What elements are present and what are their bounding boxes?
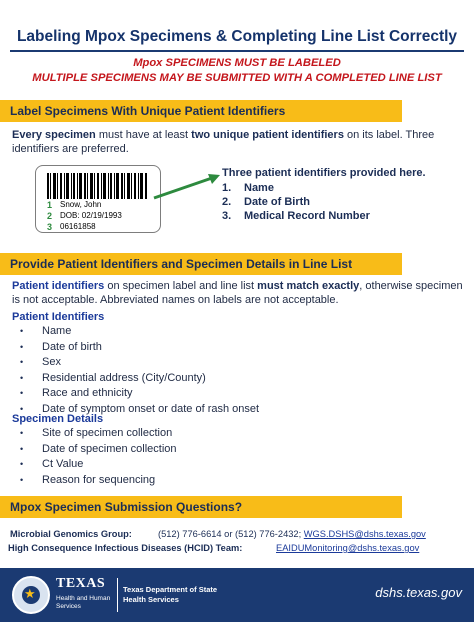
footer-website-link[interactable]: dshs.texas.gov — [375, 585, 462, 600]
list-text: Name — [244, 182, 274, 194]
hhs-logo-subtext: Health and Human — [56, 595, 111, 602]
hcid-contact-value — [276, 543, 419, 553]
patient-identifiers-list — [20, 324, 259, 417]
list-item — [222, 209, 370, 223]
match-requirement-paragraph — [12, 279, 464, 307]
footer-bar — [0, 568, 474, 622]
list-text: Date of Birth — [244, 196, 310, 208]
paragraph-text: , otherwise specimen is not acceptable. Abbreviated names on labels are not acceptable. — [12, 280, 463, 306]
list-text: Date of birth — [42, 340, 102, 353]
specimen-details-heading: Specimen Details — [12, 413, 104, 425]
paragraph-text: on its label. Three identifiers are preferred. — [12, 129, 435, 155]
label-line-dob — [47, 211, 122, 221]
hcid-contact-label: High Consequence Infectious Diseases (HCID) Team: — [8, 543, 243, 553]
logo-divider — [117, 578, 118, 612]
identifiers-caption: Three patient identifiers provided here. — [222, 167, 426, 179]
list-item — [20, 340, 259, 356]
bullet: • — [20, 326, 24, 336]
label-dob-value: DOB: 02/19/1993 — [60, 211, 122, 220]
multiple-specimens-notice: MULTIPLE SPECIMENS MAY BE SUBMITTED WITH A COMPLETED LINE LIST — [32, 72, 442, 84]
patient-identifiers-heading: Patient Identifiers — [12, 311, 105, 323]
specimen-details-list — [20, 426, 177, 488]
bullet: • — [20, 459, 24, 469]
mgg-contact-value — [158, 529, 426, 539]
label-line-mrn — [47, 222, 96, 232]
label-requirement-paragraph — [12, 128, 464, 156]
list-number: 1. — [222, 182, 232, 194]
label-line-number: 1 — [47, 200, 53, 210]
list-text: Sex — [42, 356, 61, 368]
emphasis-every-specimen: Every specimen — [12, 129, 96, 141]
list-item — [20, 355, 259, 371]
page-title: Labeling Mpox Specimens & Completing Line List Correctly — [16, 28, 458, 45]
label-line-name — [47, 200, 102, 210]
title-divider — [10, 50, 464, 52]
bullet: • — [20, 428, 24, 438]
paragraph-text: on specimen label and line list — [104, 280, 258, 292]
emphasis-two-identifiers: two unique patient identifiers — [191, 129, 344, 141]
hhs-logo-subtext: Services — [56, 603, 81, 610]
list-item — [222, 181, 370, 195]
list-text: Ct Value — [42, 458, 84, 470]
list-item — [20, 442, 177, 458]
bullet: • — [20, 388, 24, 398]
list-item — [20, 386, 259, 402]
list-text: Reason for sequencing — [42, 473, 156, 486]
section-heading-questions: Mpox Specimen Submission Questions? — [0, 496, 402, 518]
section-heading-line-list: Provide Patient Identifiers and Specimen Details in Line List — [0, 253, 402, 275]
list-number: 2. — [222, 196, 232, 208]
bullet: • — [20, 474, 24, 485]
list-item — [20, 324, 259, 340]
paragraph-text: must have at least — [95, 129, 192, 141]
label-line-number: 3 — [47, 222, 53, 232]
label-line-number: 2 — [47, 211, 53, 221]
list-text: Medical Record Number — [244, 210, 370, 222]
list-item — [20, 473, 177, 489]
identifiers-list — [222, 181, 370, 223]
bullet: • — [20, 341, 24, 352]
list-text: Race and ethnicity — [42, 387, 133, 399]
emphasis-must-match: must match exactly — [257, 280, 360, 292]
green-arrow-icon — [150, 172, 222, 202]
list-number: 3. — [222, 210, 232, 222]
bullet: • — [20, 443, 24, 454]
state-seal-icon — [12, 576, 50, 614]
mgg-contact-label: Microbial Genomics Group: — [10, 529, 132, 539]
mgg-email-link[interactable]: WGS.DSHS@dshs.texas.gov — [303, 529, 426, 539]
list-item — [222, 195, 370, 209]
list-item — [20, 457, 177, 473]
list-text: Name — [42, 325, 72, 337]
hhs-logo-wordmark: TEXAS — [56, 576, 106, 591]
list-text: Site of specimen collection — [42, 427, 173, 439]
list-text: Date of specimen collection — [42, 442, 177, 455]
bullet: • — [20, 403, 24, 414]
dshs-department-name: Health Services — [123, 595, 179, 604]
list-text: Residential address (City/County) — [42, 371, 206, 384]
label-mrn-value: 06161858 — [60, 222, 96, 231]
list-item — [20, 426, 177, 442]
list-item — [20, 371, 259, 387]
labeling-requirement-notice: Mpox SPECIMENS MUST BE LABELED — [133, 57, 341, 69]
section-heading-label-specimens: Label Specimens With Unique Patient Identifiers — [0, 100, 402, 122]
seal-star-icon: ★ — [24, 586, 36, 601]
barcode-icon — [47, 173, 147, 199]
emphasis-patient-identifiers: Patient identifiers — [12, 280, 105, 292]
hcid-email-link[interactable]: EAIDUMonitoring@dshs.texas.gov — [276, 543, 420, 553]
label-name-value: Snow, John — [60, 200, 102, 209]
bullet: • — [20, 357, 24, 367]
bullet: • — [20, 372, 24, 383]
specimen-label-example — [35, 165, 161, 233]
dshs-department-name: Texas Department of State — [123, 585, 218, 594]
mgg-phone: (512) 776-6614 or (512) 776-2432; — [158, 529, 304, 539]
list-text: Date of symptom onset or date of rash onset — [42, 402, 260, 415]
